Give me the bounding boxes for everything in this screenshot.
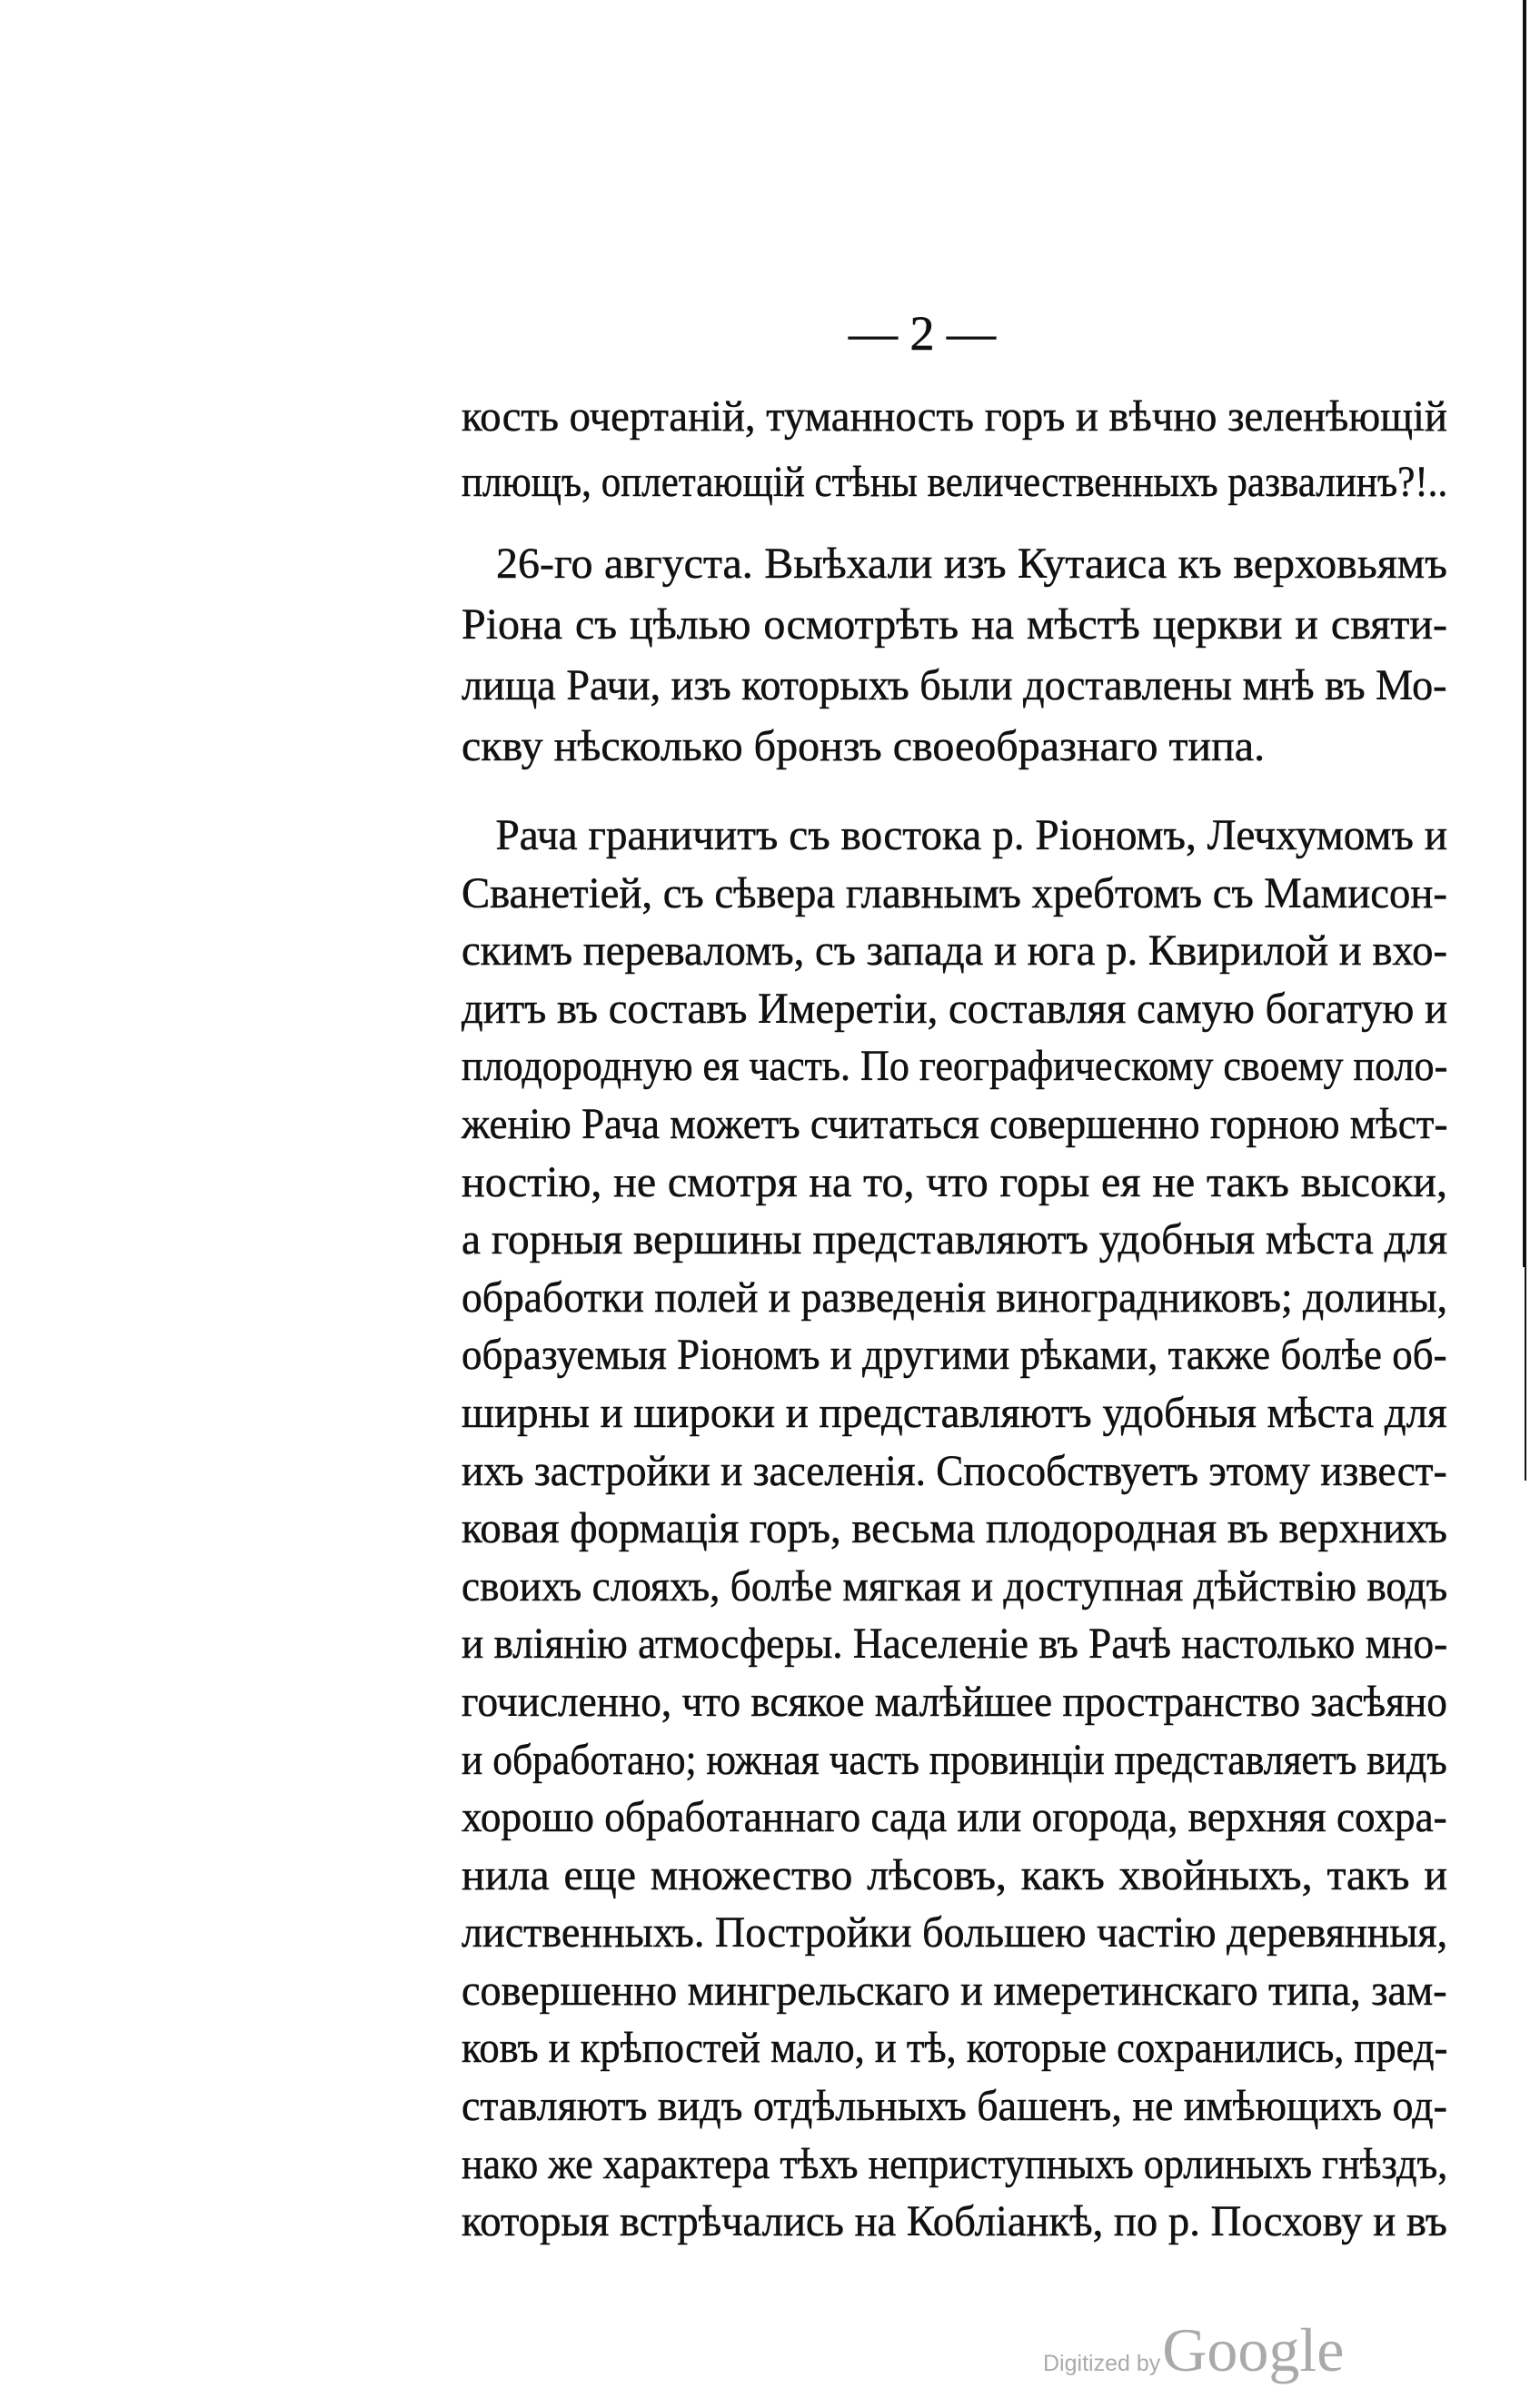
text-line: Сванетіей, съ сѣвера главнымъ хребтомъ съ Мамисон- <box>462 868 1447 917</box>
text-line: лища Рачи, изъ которыхъ были доставлены мнѣ въ Мо- <box>462 661 1447 709</box>
page-number: — 2 — <box>849 306 996 361</box>
scan-edge-line <box>1523 0 1526 1267</box>
text-line: женію Рача можетъ считаться совершенно горною мѣст- <box>462 1099 1448 1148</box>
google-watermark <box>1043 2314 1344 2386</box>
text-line: плющъ, оплетающій стѣны величественныхъ развалинъ?!.. <box>462 458 1448 506</box>
text-line: ихъ застройки и заселенія. Способствуетъ этому извест- <box>462 1446 1447 1495</box>
paragraph-racha-description <box>462 807 1447 2251</box>
text-line: скимъ переваломъ, съ запада и юга р. Квирилой и вхо- <box>462 927 1448 976</box>
text-line: плодородную ея часть. По географическому своему поло- <box>462 1042 1448 1091</box>
paragraph-august-26 <box>462 533 1447 777</box>
text-line: образуемыя Ріономъ и другими рѣками, также болѣе об- <box>462 1331 1447 1380</box>
text-line: совершенно мингрельскаго и имеретинскаго типа, зам- <box>462 1966 1447 2015</box>
text-line: Ріона съ цѣлью осмотрѣть на мѣстѣ церкви и святи- <box>462 600 1447 649</box>
paragraph-continuation <box>462 384 1447 515</box>
text-line: нила еще множество лѣсовъ, какъ хвойныхъ, такъ и <box>462 1850 1447 1899</box>
text-line: кость очертаній, туманность горъ и вѣчно зеленѣющій <box>462 392 1447 441</box>
text-line: ковъ и крѣпостей мало, и тѣ, которые сохранились, пред- <box>462 2024 1448 2073</box>
text-line: Рача граничитъ съ востока р. Ріономъ, Лечхумомъ и <box>495 811 1448 859</box>
watermark-prefix: Digitized by <box>1043 2351 1161 2376</box>
text-line: и вліянію атмосферы. Населеніе въ Рачѣ настолько мно- <box>462 1620 1448 1669</box>
text-line: хорошо обработаннаго сада или огорода, верхняя сохра- <box>462 1793 1447 1842</box>
text-line: и обработано; южная часть провинціи представляетъ видъ <box>462 1735 1447 1784</box>
text-line: дитъ въ составъ Имеретіи, составляя самую богатую и <box>462 984 1448 1033</box>
text-line: ставляютъ видъ отдѣльныхъ башенъ, не имѣющихъ од- <box>462 2082 1447 2131</box>
text-line: своихъ слояхъ, болѣе мягкая и доступная дѣйствію водъ <box>462 1561 1448 1610</box>
text-line: а горныя вершины представляютъ удобныя мѣста для <box>462 1215 1448 1264</box>
text-line: скву нѣсколько бронзъ своеобразнаго типа. <box>462 722 1266 770</box>
text-line: ширны и широки и представляютъ удобныя мѣста для <box>462 1388 1447 1437</box>
text-line: которыя встрѣчались на Кобліанкѣ, по р. Посхову и въ <box>462 2197 1447 2246</box>
text-line: гочисленно, что всякое малѣйшее пространство засѣяно <box>462 1677 1447 1726</box>
text-line: 26-го августа. Выѣхали изъ Кутаиса къ верховьямъ <box>496 540 1447 588</box>
scan-edge-line-thin <box>1525 1267 1526 1481</box>
text-line: ностію, не смотря на то, что горы ея не такъ высоки, <box>462 1157 1447 1206</box>
text-line: обработки полей и разведенія виноградниковъ; долины, <box>462 1273 1448 1322</box>
google-logo: Google <box>1162 2315 1345 2384</box>
text-line: лиственныхъ. Постройки большею частію деревянныя, <box>462 1908 1448 1957</box>
text-line: ковая формація горъ, весьма плодородная въ верхнихъ <box>462 1504 1447 1553</box>
text-line: нако же характера тѣхъ неприступныхъ орлиныхъ гнѣздъ, <box>462 2139 1448 2188</box>
